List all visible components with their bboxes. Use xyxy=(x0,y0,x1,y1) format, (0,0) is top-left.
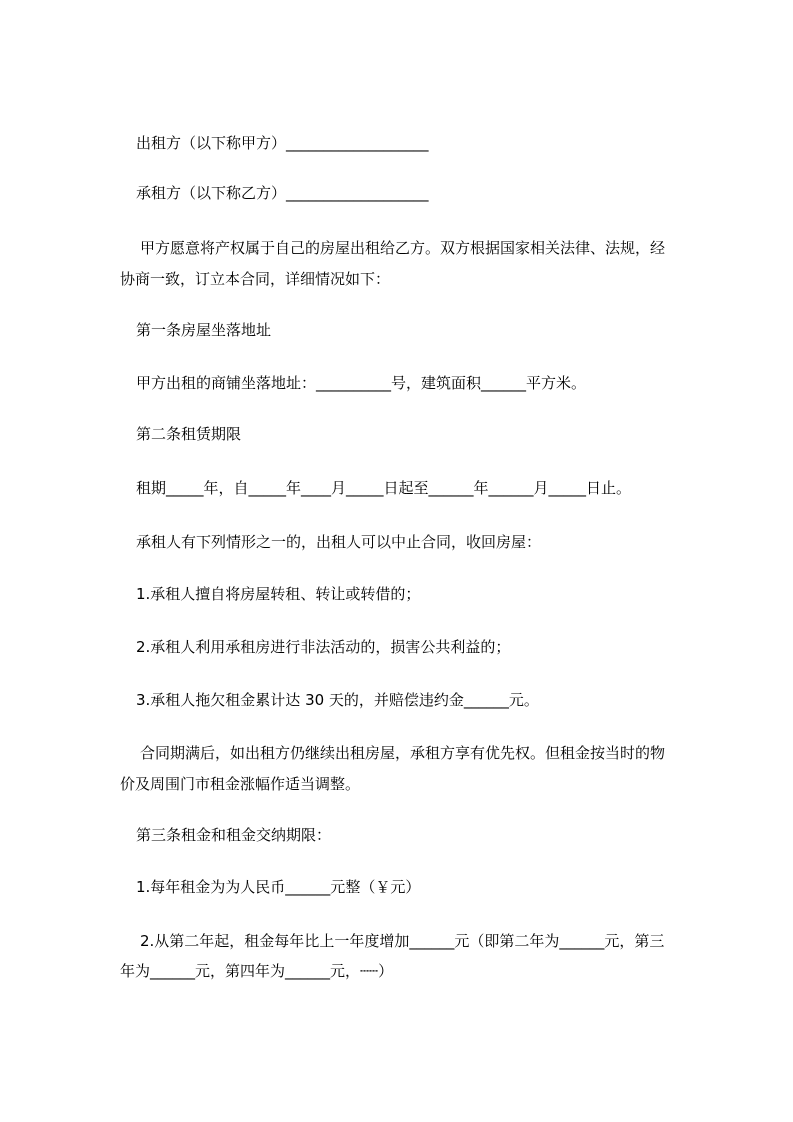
renewal-paragraph-line-2: 价及周围门市租金涨幅作适当调整。 xyxy=(120,775,361,793)
intro-paragraph-line-2: 协商一致，订立本合同，详细情况如下： xyxy=(120,270,391,288)
termination-item-3: 3.承租人拖欠租金累计达 30 天的，并赔偿违约金______元。 xyxy=(136,691,539,709)
intro-paragraph-line-1: 甲方愿意将产权属于自己的房屋出租给乙方。双方根据国家相关法律、法规，经 xyxy=(140,239,666,257)
lease-term-line: 租期_____年，自_____年____月_____日起至______年______月_____日止。 xyxy=(136,479,632,497)
renewal-paragraph-line-1: 合同期满后，如出租方仍继续出租房屋，承租方享有优先权。但租金按当时的物 xyxy=(140,744,666,762)
lessor-line: 出租方（以下称甲方）___________________ xyxy=(136,134,429,152)
lessee-line: 承租方（以下称乙方）___________________ xyxy=(136,184,429,202)
article-1-heading: 第一条房屋坐落地址 xyxy=(136,321,272,339)
termination-intro: 承租人有下列情形之一的，出租人可以中止合同，收回房屋： xyxy=(136,533,542,551)
termination-item-1: 1.承租人擅自将房屋转租、转让或转借的； xyxy=(136,585,421,603)
article-3-heading: 第三条租金和租金交纳期限： xyxy=(136,826,332,844)
rent-item-2-line-2: 年为______元，第四年为______元，┄┄） xyxy=(120,962,394,980)
article-2-heading: 第二条租赁期限 xyxy=(136,425,242,443)
rent-item-2-line-1: 2.从第二年起，租金每年比上一年度增加______元（即第二年为______元，第三 xyxy=(140,932,665,950)
termination-item-2: 2.承租人利用承租房进行非法活动的，损害公共利益的； xyxy=(136,638,511,656)
rent-item-1: 1.每年租金为为人民币______元整（￥元） xyxy=(136,878,421,896)
address-line: 甲方出租的商铺坐落地址：__________号，建筑面积______平方米。 xyxy=(136,374,587,392)
